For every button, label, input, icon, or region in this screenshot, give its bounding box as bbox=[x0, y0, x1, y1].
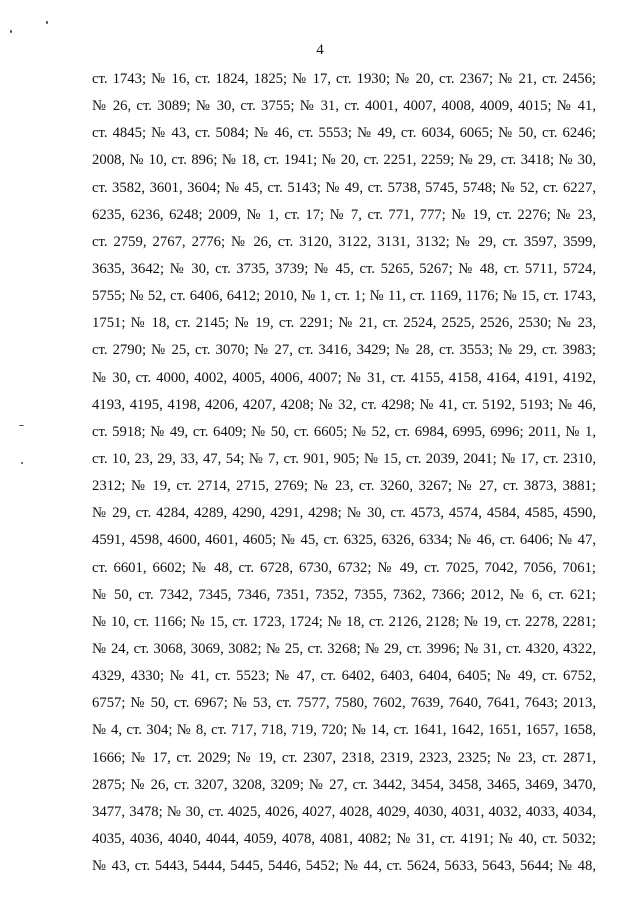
text-line: 3477, 3478; № 30, ст. 4025, 4026, 4027, 4028, 4029, 4030, 4031, 4032, 4033, 4034, bbox=[92, 803, 596, 820]
text-line: ст. 10, 23, 29, 33, 47, 54; № 7, ст. 901, 905; № 15, ст. 2039, 2041; № 17, ст. 2310, bbox=[92, 450, 596, 467]
text-line: ст. 5918; № 49, ст. 6409; № 50, ст. 6605; № 52, ст. 6984, 6995, 6996; 2011, № 1, bbox=[92, 423, 596, 440]
scan-speck bbox=[19, 425, 24, 426]
text-line: 6235, 6236, 6248; 2009, № 1, ст. 17; № 7, ст. 771, 777; № 19, ст. 2276; № 23, bbox=[92, 206, 596, 223]
text-line: 2312; № 19, ст. 2714, 2715, 2769; № 23, ст. 3260, 3267; № 27, ст. 3873, 3881; bbox=[92, 478, 596, 495]
scan-speck bbox=[46, 21, 48, 24]
text-line: 2008, № 10, ст. 896; № 18, ст. 1941; № 20, ст. 2251, 2259; № 29, ст. 3418; № 30, bbox=[92, 152, 596, 169]
text-line: № 10, ст. 1166; № 15, ст. 1723, 1724; № 18, ст. 2126, 2128; № 19, ст. 2278, 2281; bbox=[92, 613, 596, 630]
text-line: 3635, 3642; № 30, ст. 3735, 3739; № 45, ст. 5265, 5267; № 48, ст. 5711, 5724, bbox=[92, 260, 596, 277]
document-body bbox=[92, 66, 596, 880]
scan-speck bbox=[10, 30, 12, 33]
text-line: ст. 6601, 6602; № 48, ст. 6728, 6730, 6732; № 49, ст. 7025, 7042, 7056, 7061; bbox=[92, 559, 596, 576]
text-line: 5755; № 52, ст. 6406, 6412; 2010, № 1, ст. 1; № 11, ст. 1169, 1176; № 15, ст. 1743, bbox=[92, 288, 596, 305]
text-line: 1751; № 18, ст. 2145; № 19, ст. 2291; № 21, ст. 2524, 2525, 2526, 2530; № 23, bbox=[92, 315, 596, 332]
text-line: ст. 2759, 2767, 2776; № 26, ст. 3120, 3122, 3131, 3132; № 29, ст. 3597, 3599, bbox=[92, 233, 596, 250]
text-line: ст. 1743; № 16, ст. 1824, 1825; № 17, ст. 1930; № 20, ст. 2367; № 21, ст. 2456; bbox=[92, 71, 596, 87]
text-line: ст. 2790; № 25, ст. 3070; № 27, ст. 3416, 3429; № 28, ст. 3553; № 29, ст. 3983; bbox=[92, 342, 596, 359]
text-line: № 30, ст. 4000, 4002, 4005, 4006, 4007; № 31, ст. 4155, 4158, 4164, 4191, 4192, bbox=[92, 369, 596, 386]
text-line: 6757; № 50, ст. 6967; № 53, ст. 7577, 7580, 7602, 7639, 7640, 7641, 7643; 2013, bbox=[92, 695, 596, 712]
page-number: 4 bbox=[316, 42, 324, 58]
text-line: № 24, ст. 3068, 3069, 3082; № 25, ст. 3268; № 29, ст. 3996; № 31, ст. 4320, 4322, bbox=[92, 640, 596, 657]
text-line: 4193, 4195, 4198, 4206, 4207, 4208; № 32, ст. 4298; № 41, ст. 5192, 5193; № 46, bbox=[92, 396, 596, 413]
text-line: № 29, ст. 4284, 4289, 4290, 4291, 4298; № 30, ст. 4573, 4574, 4584, 4585, 4590, bbox=[92, 505, 596, 522]
text-line: 4035, 4036, 4040, 4044, 4059, 4078, 4081, 4082; № 31, ст. 4191; № 40, ст. 5032; bbox=[92, 830, 596, 847]
text-line: 4591, 4598, 4600, 4601, 4605; № 45, ст. 6325, 6326, 6334; № 46, ст. 6406; № 47, bbox=[92, 532, 596, 549]
scan-speck bbox=[21, 462, 23, 464]
text-line: № 43, ст. 5443, 5444, 5445, 5446, 5452; № 44, ст. 5624, 5633, 5643, 5644; № 48, bbox=[92, 858, 596, 875]
text-line: 1666; № 17, ст. 2029; № 19, ст. 2307, 2318, 2319, 2323, 2325; № 23, ст. 2871, bbox=[92, 749, 596, 766]
text-line: № 26, ст. 3089; № 30, ст. 3755; № 31, ст. 4001, 4007, 4008, 4009, 4015; № 41, bbox=[92, 98, 596, 115]
text-line: 4329, 4330; № 41, ст. 5523; № 47, ст. 6402, 6403, 6404, 6405; № 49, ст. 6752, bbox=[92, 668, 596, 685]
text-line: 2875; № 26, ст. 3207, 3208, 3209; № 27, ст. 3442, 3454, 3458, 3465, 3469, 3470, bbox=[92, 776, 596, 793]
text-line: № 50, ст. 7342, 7345, 7346, 7351, 7352, 7355, 7362, 7366; 2012, № 6, ст. 621; bbox=[92, 586, 596, 603]
text-line: ст. 4845; № 43, ст. 5084; № 46, ст. 5553; № 49, ст. 6034, 6065; № 50, ст. 6246; bbox=[92, 125, 596, 142]
text-line: № 4, ст. 304; № 8, ст. 717, 718, 719, 720; № 14, ст. 1641, 1642, 1651, 1657, 1658, bbox=[92, 722, 596, 739]
text-line: ст. 3582, 3601, 3604; № 45, ст. 5143; № 49, ст. 5738, 5745, 5748; № 52, ст. 6227, bbox=[92, 179, 596, 196]
